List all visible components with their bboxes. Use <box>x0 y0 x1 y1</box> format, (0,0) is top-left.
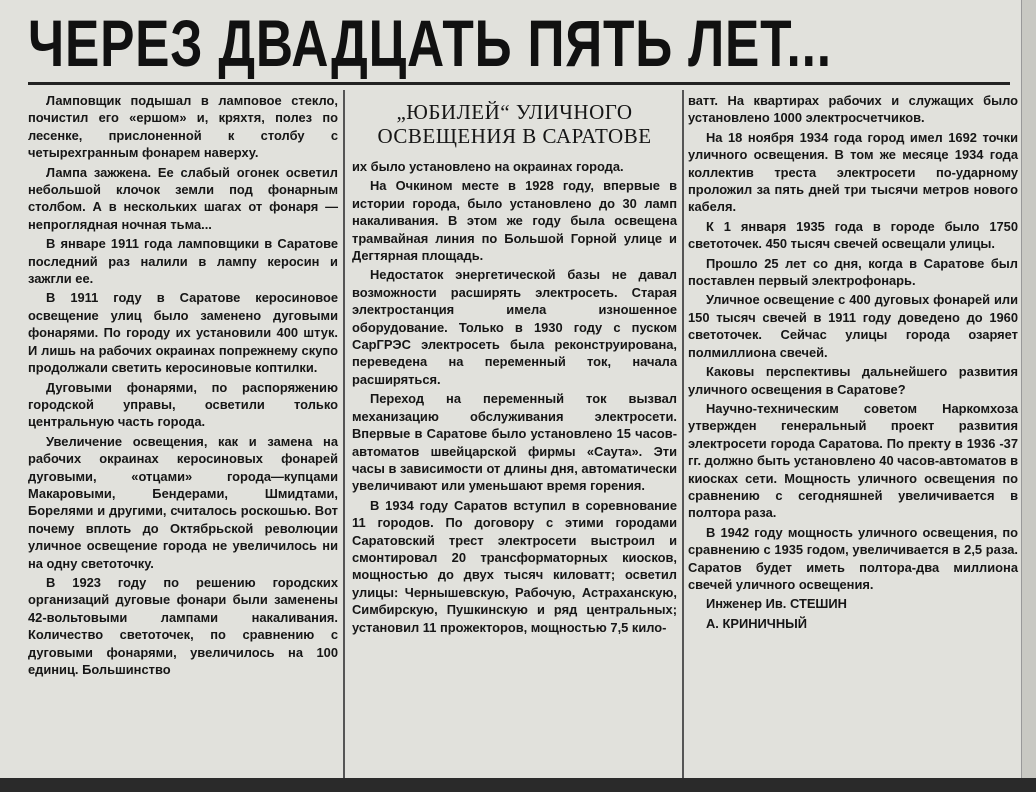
paragraph: Дуговыми фонарями, по распоряжению городской управы, осветили только центральную часть города. <box>28 379 338 430</box>
article-column-2 <box>352 96 677 638</box>
paragraph: их было установлено на окраинах города. <box>352 159 624 174</box>
paragraph: Недостаток энергетической базы не давал возможности расширять электросеть. Старая электростанция имела изношенное оборудование. Только в 1930 году с пуском СарГРЭС электросеть была реконструирована, переведена на переменный ток, начала расширяться. <box>352 267 677 387</box>
headline-rule <box>28 82 1010 85</box>
paragraph: На Очкином месте в 1928 году, впервые в истории города, было установлено до 30 ламп накаливания. В этом же году была освещена трамвайная линия по Большой Горной улице и Дегтярная площадь. <box>352 178 677 264</box>
column-divider <box>343 90 345 780</box>
paragraph: В 1911 году в Саратове керосиновое освещение улиц было заменено дуговыми фонарями. По городу их установили 400 штук. И лишь на рабочих окраинах попрежнему скупо продолжали светить керосиновые коптилки. <box>28 290 338 376</box>
paragraph: В 1923 году по решению городских организаций дуговые фонари были заменены 42-вольтовыми лампами накаливания. Количество светоточек, по сравнению с дуговыми фонарями, увеличилось на 100 единиц. Большинство <box>28 574 338 677</box>
paragraph: Переход на переменный ток вызвал механизацию обслуживания электросети. Впервые в Саратове было установлено 15 часов-автоматов швейцарской фирмы «Саута». Эти часы в зависимости от длины дня, автоматически увеличивают или уменьшают время горения. <box>352 391 677 494</box>
subheadline-line-2: ОСВЕЩЕНИЯ В САРАТОВЕ <box>377 124 652 148</box>
headline: ЧЕРЕЗ ДВАДЦАТЬ ПЯТЬ ЛЕТ... <box>28 6 832 80</box>
subheadline <box>352 100 677 148</box>
article-column-1 <box>28 92 338 680</box>
paragraph: Прошло 25 лет со дня, когда в Саратове был поставлен первый электрофонарь. <box>688 255 1018 289</box>
paragraph: Лампа зажжена. Ее слабый огонек осветил небольшой клочок земли под фонарным столбом. А в нескольких шагах от фонаря — непроглядная ночная тьма... <box>28 164 338 232</box>
adjacent-page-edge <box>1021 0 1036 792</box>
author-signature-2: А. КРИНИЧНЫЙ <box>706 616 808 632</box>
paragraph: ватт. На квартирах рабочих и служащих было установлено 1000 электросчетчиков. <box>688 93 1018 126</box>
article-column-3 <box>688 92 1018 635</box>
paragraph: Каковы перспективы дальнейшего развития уличного освещения в Саратове? <box>688 364 1018 397</box>
page-bottom-border <box>0 778 1036 792</box>
paragraph: На 18 ноября 1934 года город имел 1692 точки уличного освещения. В том же месяце 1934 года коллектив треста электросети по-ударному проложил за пять дней три тысячи метров нового кабеля. <box>688 129 1018 215</box>
paragraph: В 1942 году мощность уличного освещения, по сравнению с 1935 годом, увеличивается в 2,5 раза. Саратов будет иметь полтора-два миллиона свечей уличного освещения. <box>688 524 1018 592</box>
paragraph: В 1934 году Саратов вступил в соревнование 11 городов. По договору с этими городами Саратовский трест электросети выстроил и смонтировал 20 трансформаторных киосков, мощностью до двух тысяч киловатт; осветил улицы: Чернышевскую, Рабочую, Астраханскую, Симбирскую, Пушкинскую и ряд центральных; установил 11 прожекторов, мощностью 7,5 кило- <box>352 497 677 635</box>
paragraph: Научно-техническим советом Наркомхоза утвержден генеральный проект развития электросети города Саратова. По пректу в 1936 -37 гг. должно быть установлено 40 часов-автоматов в киосках сети. Мощность уличного освещения по сравнению с сегодняшней увеличивается в полтора раза. <box>688 400 1018 521</box>
paragraph: К 1 января 1935 года в городе было 1750 светоточек. 450 тысяч свечей освещали улицы. <box>688 218 1018 252</box>
paragraph: Уличное освещение с 400 дуговых фонарей или 150 тысяч свечей в 1911 году доведено до 1960 светоточек. Сейчас улицы города озаряет полмиллиона свечей. <box>688 292 1018 360</box>
paragraph: Увеличение освещения, как и замена на рабочих окраинах керосиновых фонарей дуговыми, «отцами» города—купцами Макаровыми, Бендерами, Шмидтами, Борелями и другими, считалось роскошью. Вот почему вплоть до Октябрьской революции уличное освещение города не увеличилось ни на одну светоточку. <box>28 433 338 571</box>
subheadline-line-1: „ЮБИЛЕЙ“ УЛИЧНОГО <box>396 100 633 124</box>
column-divider <box>682 90 684 780</box>
paragraph: В январе 1911 года ламповщики в Саратове последний раз налили в лампу керосин и зажгли ее. <box>28 236 338 287</box>
author-signature-1: Инженер Ив. СТЕШИН <box>706 596 847 612</box>
paragraph: Ламповщик подышал в ламповое стекло, почистил его «ершом» и, кряхтя, полез по лесенке, прислоненной к столбу с четырехгранным фонарем наверху. <box>28 93 338 161</box>
